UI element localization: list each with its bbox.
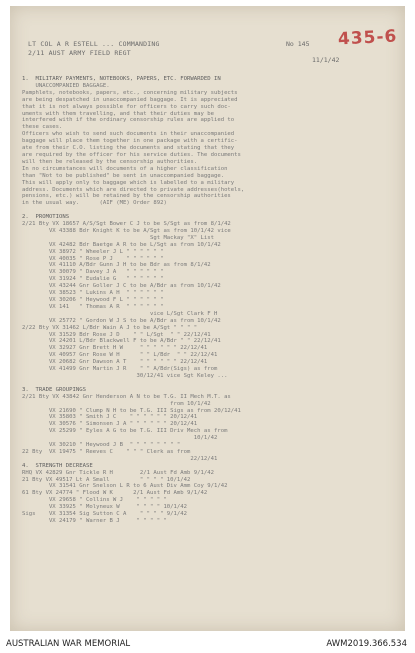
archive-name: AUSTRALIAN WAR MEMORIAL [6, 639, 131, 649]
body-line [22, 380, 392, 387]
body-line: in the usual way. (AIF (ME) Order 892) [22, 200, 167, 207]
unit-line: LT COL A R ESTELL ... COMMANDING [28, 40, 160, 48]
body-line: VX 30210 " Heywood J B " " " " " " " " [22, 442, 181, 449]
handwritten-reference: 435-6 [337, 26, 398, 50]
body-line: VX 20682 Gnr Dawson A T " " " " " " 22/12/41 [22, 359, 208, 366]
body-line: VX 30206 " Heywood F L " " " " " " [22, 297, 164, 303]
order-number: No 145 [286, 40, 310, 48]
body-line: VX 42482 Bdr Baetge A R to be L/Sgt as from 10/1/42 [22, 241, 221, 248]
body-line: VX 29658 " Collins W J " " " " " [22, 497, 167, 504]
order-body [22, 76, 392, 525]
order-date: 11/1/42 [312, 56, 340, 64]
body-line: 2/22 Bty VX 31462 L/Bdr Wain A J to be A/Sgt " " " " [22, 324, 198, 331]
body-line: 2/21 Bty VX 43842 Gnr Henderson A N to be T.G. II Mech M.T. as [22, 393, 231, 400]
body-line: are being despatched in unaccompanied baggage. It is appreciated [22, 96, 238, 103]
body-line: 30/12/41 vice Sgt Keley ... [22, 372, 228, 379]
body-line: baggage will place them together in one package with a certific- [22, 138, 238, 145]
body-line: VX 32927 Gnr Brett H W " " " " " " 22/12/41 [22, 345, 208, 352]
body-line: 2. PROMOTIONS [22, 214, 70, 221]
body-line: 22 Bty VX 19475 " Reeves C " " " Clerk as from [22, 448, 191, 455]
body-line: VX 33925 " Molyneux W " " " " 10/1/42 [22, 504, 188, 511]
body-line: will then be released by the censorship authorities. [22, 158, 198, 165]
body-line: Pamphlets, notebooks, papers, etc., concerning military subjects [22, 89, 238, 96]
archive-footer [0, 634, 415, 653]
body-line: VX 38972 " Wheeler J L " " " " " " [22, 248, 164, 255]
body-line: these cases. [22, 124, 63, 131]
body-line: Sigs VX 31354 Sig Sutton C A " " " " 9/1/42 [22, 511, 188, 518]
body-line: VX 38523 " Lukins A H " " " " " " [22, 290, 164, 297]
body-line: RHQ VX 42829 Gnr Tickle R H 2/1 Aust Fd Amb 9/1/42 [22, 469, 214, 476]
body-line: VX 21690 " Clump N H to be T.G. III Sigs as from 20/12/41 [22, 407, 241, 414]
body-line: vice L/Sgt Clark F H [22, 310, 218, 317]
body-line: VX 24179 " Warner B J " " " " " [22, 518, 167, 524]
body-line: VX 31529 Bdr Rose J D " " L/Sgt " " 22/12/41 [22, 331, 211, 338]
body-line: VX 40035 " Rose P J " " " " " " [22, 255, 164, 262]
body-line: This will apply only to baggage which is labelled to a military [22, 179, 235, 186]
body-line: are required by the officer for his service duties. The documents [22, 151, 241, 158]
body-line: In no circumstances will documents of a higher classification [22, 165, 228, 172]
body-line: Officers who wish to send such documents in their unaccompanied [22, 131, 235, 138]
body-line: VX 31924 " Eudalie G " " " " " " [22, 276, 164, 283]
body-line: VX 40957 Gnr Rose W H " " L/Bdr " " 22/12/41 [22, 352, 218, 359]
body-line: VX 43388 Bdr Knight K to be A/Sgt as from 10/1/42 vice [22, 227, 231, 234]
body-line: 10/1/42 [22, 435, 218, 442]
body-line: UNACCOMPANIED BAGGAGE. [22, 82, 110, 89]
unit-heading [28, 40, 160, 58]
body-line: VX 30079 " Davey J A " " " " " " [22, 269, 164, 276]
body-line: from 10/1/42 [22, 400, 211, 407]
body-line: 22/12/41 [22, 455, 218, 462]
body-line: VX 35803 " Smith J C " " " " " " 20/12/41 [22, 414, 198, 421]
body-line: VX 30576 " Simonsen J A " " " " " " 20/12/41 [22, 421, 198, 428]
body-line: VX 25772 " Gordon W J S to be A/Bdr as from 10/1/42 [22, 317, 221, 324]
body-line [22, 207, 392, 214]
archive-reference: AWM2019.366.534 [326, 639, 407, 649]
body-line: uments with them travelling, and that their duties may be [22, 110, 214, 117]
body-line: VX 141 " Thomas A R " " " " " " [22, 303, 164, 310]
body-line: ate from their C.O. listing the documents and stating that they [22, 145, 235, 152]
body-line: 4. STRENGTH DECREASE [22, 462, 93, 469]
body-line: VX 41110 A/Bdr Gunn J H to be Bdr as from 8/1/42 [22, 262, 211, 269]
body-line: that it is not always possible for officers to carry such doc- [22, 103, 231, 110]
unit-line-2: 2/11 AUST ARMY FIELD REGT [28, 49, 131, 57]
body-line: 21 Bty VX 49517 Lt A Small " " " " 10/1/42 [22, 476, 191, 483]
body-line: than "Not to be published" be sent in unaccompanied baggage. [22, 172, 225, 179]
body-line: address. Documents which are directed to private addresses(hotels, [22, 186, 245, 193]
body-line: interfered with if the ordinary censorship rules are applied to [22, 117, 235, 124]
body-line: 61 Bty VX 24774 " Flood W K 2/1 Aust Fd Amb 9/1/42 [22, 490, 208, 497]
body-line: VX 24201 L/Bdr Blackwell F to be A/Bdr " " 22/12/41 [22, 338, 221, 345]
body-line: Sgt Mackay "X" List [22, 234, 214, 241]
body-line: pensions, etc.) will be retained by the censorship authorities [22, 193, 231, 200]
body-line: VX 25299 " Eyles A G to be T.G. III Driv Mech as from [22, 428, 228, 435]
body-line: 1. MILITARY PAYMENTS, NOTEBOOKS, PAPERS, ETC. FORWARDED IN [22, 76, 221, 82]
body-line: VX 41499 Gnr Martin J R " " A/Bdr(Sigs) as from [22, 366, 218, 373]
body-line: 3. TRADE GROUPINGS [22, 386, 86, 393]
body-line: VX 43244 Gnr Goller J C to be A/Bdr as from 10/1/42 [22, 283, 221, 290]
body-line: 2/21 Bty VX 18657 A/S/Sgt Bower C J to be S/Sgt as from 8/1/42 [22, 221, 231, 228]
body-line: VX 31541 Gnr Snelson L R to 6 Aust Div Amm Coy 9/1/42 [22, 483, 228, 490]
